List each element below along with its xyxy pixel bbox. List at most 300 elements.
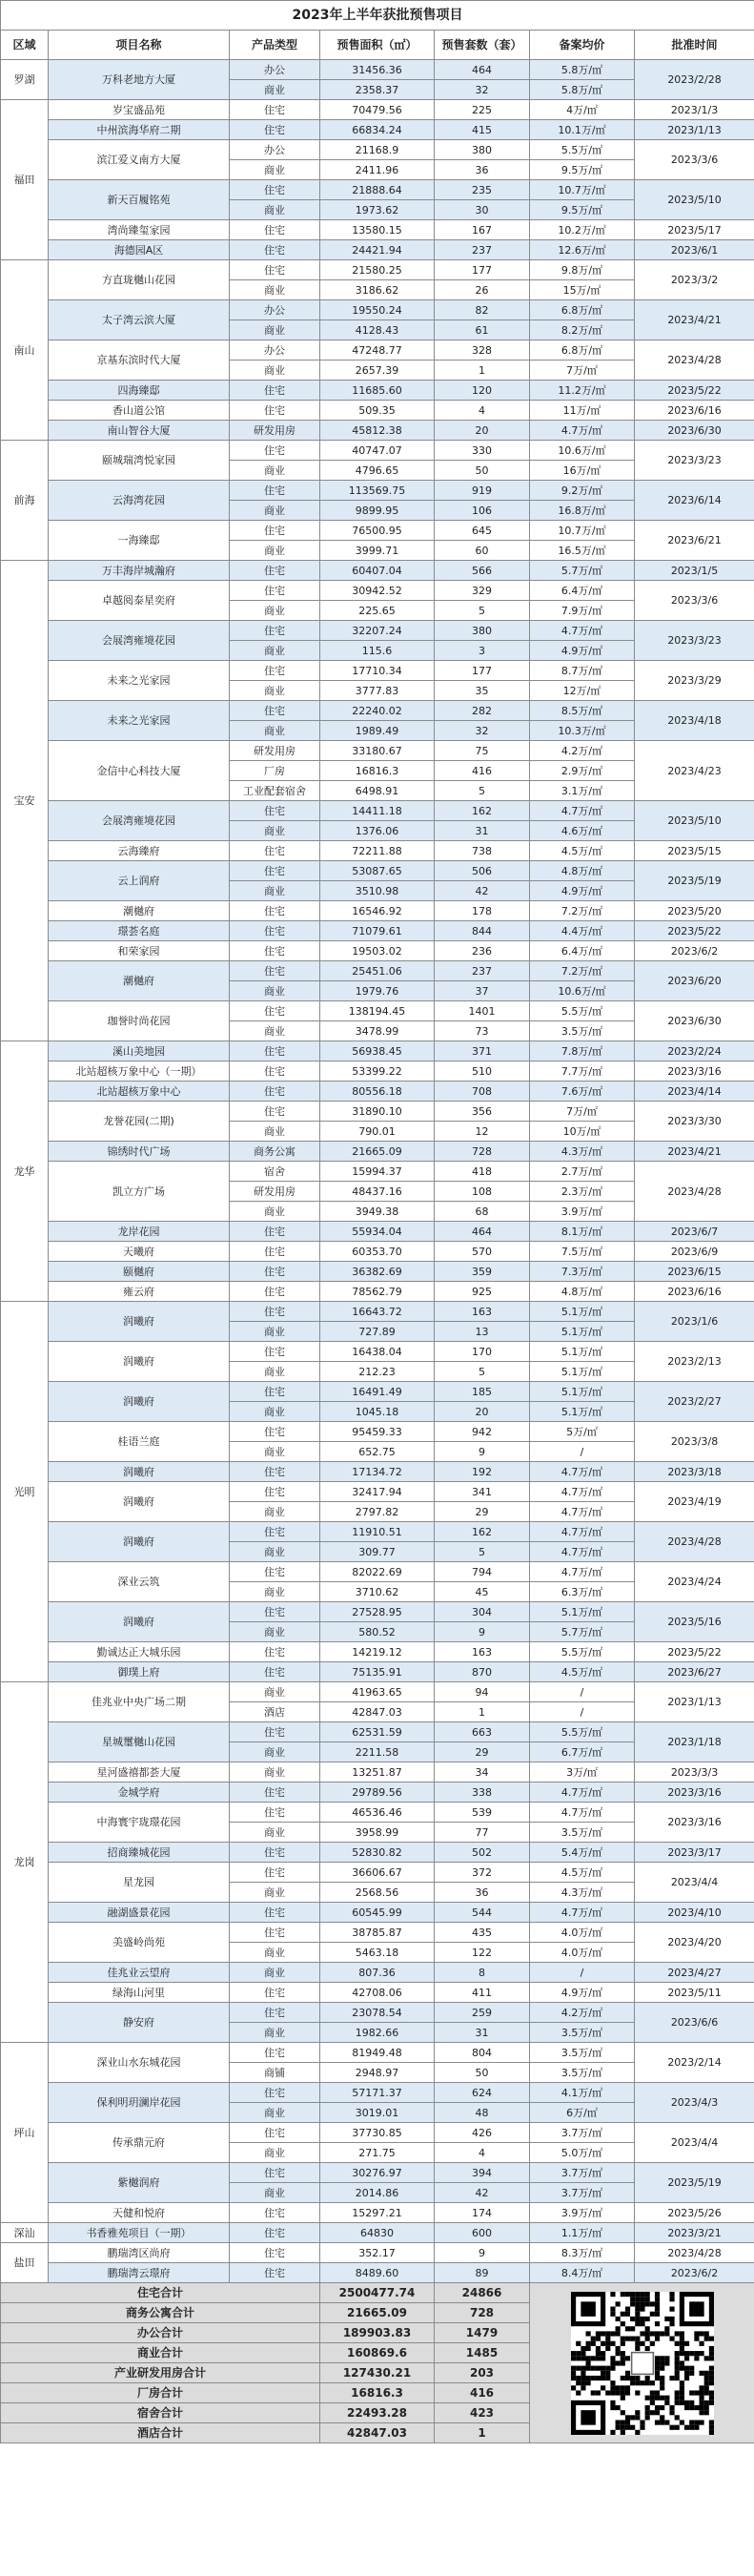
product-type: 商业 xyxy=(230,2183,320,2203)
table-row xyxy=(1,521,754,541)
table-row xyxy=(1,1242,754,1262)
presale-area: 27528.95 xyxy=(320,1602,435,1622)
presale-units: 170 xyxy=(435,1342,530,1362)
table-row xyxy=(1,381,754,401)
presale-area: 32417.94 xyxy=(320,1482,435,1502)
presale-units: 32 xyxy=(435,80,530,100)
product-type: 住宅 xyxy=(230,1903,320,1923)
presale-area: 3949.38 xyxy=(320,1202,435,1222)
approval-date: 2023/4/14 xyxy=(635,1082,754,1102)
avg-price: 4.3万/㎡ xyxy=(530,1883,635,1903)
project-name: 北站超核万象中心（一期） xyxy=(49,1061,230,1082)
presale-area: 2657.39 xyxy=(320,361,435,381)
table-row xyxy=(1,1282,754,1302)
avg-price: 7.8万/㎡ xyxy=(530,1041,635,1061)
presale-units: 177 xyxy=(435,260,530,280)
avg-price: 4万/㎡ xyxy=(530,100,635,120)
avg-price: 5.8万/㎡ xyxy=(530,80,635,100)
product-type: 商业 xyxy=(230,1963,320,1983)
avg-price: 10.7万/㎡ xyxy=(530,180,635,200)
presale-area: 60407.04 xyxy=(320,561,435,581)
avg-price: 7.6万/㎡ xyxy=(530,1082,635,1102)
presale-area: 807.36 xyxy=(320,1963,435,1983)
avg-price: 10万/㎡ xyxy=(530,1122,635,1142)
presale-units: 510 xyxy=(435,1061,530,1082)
presale-units: 416 xyxy=(435,761,530,781)
approval-date: 2023/2/28 xyxy=(635,60,754,100)
presale-units: 122 xyxy=(435,1943,530,1963)
presale-units: 341 xyxy=(435,1482,530,1502)
product-type: 商业 xyxy=(230,881,320,901)
table-row xyxy=(1,220,754,240)
table-row xyxy=(1,701,754,721)
approval-date: 2023/4/3 xyxy=(635,2083,754,2123)
product-type: 商业 xyxy=(230,320,320,340)
presale-area: 47248.77 xyxy=(320,340,435,361)
presale-units: 919 xyxy=(435,481,530,501)
presale-units: 9 xyxy=(435,1442,530,1462)
approval-date: 2023/4/28 xyxy=(635,340,754,381)
presale-area: 17134.72 xyxy=(320,1462,435,1482)
table-row xyxy=(1,1562,754,1582)
project-name: 珈誉时尚花园 xyxy=(49,1001,230,1041)
product-type: 商业 xyxy=(230,160,320,180)
presale-area: 55934.04 xyxy=(320,1222,435,1242)
product-type: 商业 xyxy=(230,1322,320,1342)
avg-price: 4.6万/㎡ xyxy=(530,821,635,841)
total-label: 商务公寓合计 xyxy=(1,2303,320,2323)
approval-date: 2023/6/20 xyxy=(635,961,754,1001)
presale-area: 3478.99 xyxy=(320,1021,435,1041)
table-row xyxy=(1,1662,754,1682)
presale-units: 282 xyxy=(435,701,530,721)
avg-price: 4.9万/㎡ xyxy=(530,1983,635,2003)
approval-date: 2023/5/17 xyxy=(635,220,754,240)
project-name: 卓越阅泰星奕府 xyxy=(49,581,230,621)
avg-price: 6万/㎡ xyxy=(530,2103,635,2123)
product-type: 酒店 xyxy=(230,1702,320,1722)
presale-units: 235 xyxy=(435,180,530,200)
presale-area: 1045.18 xyxy=(320,1402,435,1422)
table-row xyxy=(1,441,754,461)
approval-date: 2023/4/21 xyxy=(635,1142,754,1162)
presale-area: 81949.48 xyxy=(320,2043,435,2063)
presale-area: 3710.62 xyxy=(320,1582,435,1602)
product-type: 住宅 xyxy=(230,1642,320,1662)
product-type: 住宅 xyxy=(230,1923,320,1943)
product-type: 住宅 xyxy=(230,1001,320,1021)
presale-area: 53399.22 xyxy=(320,1061,435,1082)
table-row xyxy=(1,2163,754,2183)
presale-area: 25451.06 xyxy=(320,961,435,981)
avg-price: 3.7万/㎡ xyxy=(530,2163,635,2183)
approval-date: 2023/3/2 xyxy=(635,260,754,300)
presale-units: 708 xyxy=(435,1082,530,1102)
approval-date: 2023/3/8 xyxy=(635,1422,754,1462)
table-row xyxy=(1,741,754,761)
avg-price: 4.2万/㎡ xyxy=(530,2003,635,2023)
avg-price: 10.1万/㎡ xyxy=(530,120,635,140)
product-type: 住宅 xyxy=(230,1843,320,1863)
presale-units: 435 xyxy=(435,1923,530,1943)
product-type: 住宅 xyxy=(230,561,320,581)
avg-price: 4.7万/㎡ xyxy=(530,1562,635,1582)
product-type: 住宅 xyxy=(230,100,320,120)
project-name: 润曦府 xyxy=(49,1602,230,1642)
presale-area: 16816.3 xyxy=(320,761,435,781)
presale-area: 36606.67 xyxy=(320,1863,435,1883)
presale-area: 3019.01 xyxy=(320,2103,435,2123)
avg-price: 4.5万/㎡ xyxy=(530,1662,635,1682)
product-type: 商业 xyxy=(230,1122,320,1142)
presale-units: 236 xyxy=(435,941,530,961)
presale-area: 1979.76 xyxy=(320,981,435,1001)
presale-units: 663 xyxy=(435,1722,530,1742)
approval-date: 2023/3/23 xyxy=(635,441,754,481)
presale-area: 2797.82 xyxy=(320,1502,435,1522)
approval-date: 2023/5/22 xyxy=(635,381,754,401)
presale-units: 328 xyxy=(435,340,530,361)
presale-units: 329 xyxy=(435,581,530,601)
presale-area: 48437.16 xyxy=(320,1182,435,1202)
presale-units: 30 xyxy=(435,200,530,220)
table-row xyxy=(1,1722,754,1742)
table-row xyxy=(1,1983,754,2003)
table-row xyxy=(1,2203,754,2223)
avg-price: 6.4万/㎡ xyxy=(530,581,635,601)
product-type: 住宅 xyxy=(230,2003,320,2023)
approval-date: 2023/2/24 xyxy=(635,1041,754,1061)
product-type: 住宅 xyxy=(230,2263,320,2283)
avg-price: 5.4万/㎡ xyxy=(530,1843,635,1863)
avg-price: 4.9万/㎡ xyxy=(530,881,635,901)
product-type: 厂房 xyxy=(230,761,320,781)
approval-date: 2023/5/20 xyxy=(635,901,754,921)
avg-price: 10.3万/㎡ xyxy=(530,721,635,741)
total-area: 2500477.74 xyxy=(320,2283,435,2303)
product-type: 商业 xyxy=(230,1502,320,1522)
approval-date: 2023/3/16 xyxy=(635,1803,754,1843)
presale-units: 36 xyxy=(435,160,530,180)
district-cell: 龙岗 xyxy=(1,1682,49,2043)
product-type: 住宅 xyxy=(230,841,320,861)
avg-price: 4.8万/㎡ xyxy=(530,861,635,881)
project-name: 方直珑樾山花园 xyxy=(49,260,230,300)
project-name: 天曦府 xyxy=(49,1242,230,1262)
presale-units: 794 xyxy=(435,1562,530,1582)
presale-units: 20 xyxy=(435,1402,530,1422)
presale-area: 4796.65 xyxy=(320,461,435,481)
avg-price: 4.9万/㎡ xyxy=(530,641,635,661)
avg-price: 5万/㎡ xyxy=(530,1422,635,1442)
presale-units: 1 xyxy=(435,1702,530,1722)
presale-units: 192 xyxy=(435,1462,530,1482)
presale-units: 502 xyxy=(435,1843,530,1863)
presale-units: 624 xyxy=(435,2083,530,2103)
total-label: 厂房合计 xyxy=(1,2383,320,2403)
total-label: 住宅合计 xyxy=(1,2283,320,2303)
avg-price: 3.9万/㎡ xyxy=(530,2203,635,2223)
approval-date: 2023/3/18 xyxy=(635,1462,754,1482)
project-name: 深业云筑 xyxy=(49,1562,230,1602)
product-type: 商业 xyxy=(230,1823,320,1843)
approval-date: 2023/4/21 xyxy=(635,300,754,340)
product-type: 商业 xyxy=(230,1682,320,1702)
total-units: 416 xyxy=(435,2383,530,2403)
avg-price: 8.3万/㎡ xyxy=(530,2243,635,2263)
avg-price: 4.7万/㎡ xyxy=(530,1462,635,1482)
product-type: 商业 xyxy=(230,1362,320,1382)
product-type: 住宅 xyxy=(230,1983,320,2003)
product-type: 住宅 xyxy=(230,2243,320,2263)
project-name: 南山智谷大厦 xyxy=(49,421,230,441)
presale-area: 76500.95 xyxy=(320,521,435,541)
table-row xyxy=(1,1923,754,1943)
presale-area: 8489.60 xyxy=(320,2263,435,2283)
approval-date: 2023/2/13 xyxy=(635,1342,754,1382)
avg-price: 7.3万/㎡ xyxy=(530,1262,635,1282)
project-name: 润曦府 xyxy=(49,1382,230,1422)
product-type: 商业 xyxy=(230,1202,320,1222)
presale-area: 37730.85 xyxy=(320,2123,435,2143)
table-row xyxy=(1,801,754,821)
presale-units: 68 xyxy=(435,1202,530,1222)
presale-area: 21580.25 xyxy=(320,260,435,280)
approval-date: 2023/4/20 xyxy=(635,1923,754,1963)
total-label: 宿舍合计 xyxy=(1,2403,320,2423)
presale-area: 2411.96 xyxy=(320,160,435,180)
project-name: 云海臻府 xyxy=(49,841,230,861)
table-row xyxy=(1,901,754,921)
presale-units: 31 xyxy=(435,2023,530,2043)
table-row xyxy=(1,1783,754,1803)
presale-units: 464 xyxy=(435,1222,530,1242)
qr-code-cell xyxy=(530,2283,754,2443)
avg-price: 5.5万/㎡ xyxy=(530,1722,635,1742)
project-name: 未来之光家园 xyxy=(49,701,230,741)
product-type: 住宅 xyxy=(230,621,320,641)
product-type: 住宅 xyxy=(230,1242,320,1262)
presale-units: 9 xyxy=(435,1622,530,1642)
avg-price: 3.9万/㎡ xyxy=(530,1202,635,1222)
table-row xyxy=(1,1903,754,1923)
presale-area: 57171.37 xyxy=(320,2083,435,2103)
presale-units: 738 xyxy=(435,841,530,861)
project-name: 润曦府 xyxy=(49,1482,230,1522)
avg-price: 4.1万/㎡ xyxy=(530,2083,635,2103)
product-type: 商业 xyxy=(230,1762,320,1783)
presale-units: 75 xyxy=(435,741,530,761)
table-row xyxy=(1,340,754,361)
total-area: 21665.09 xyxy=(320,2303,435,2323)
total-area: 189903.83 xyxy=(320,2323,435,2343)
district-cell: 深汕 xyxy=(1,2223,49,2243)
project-name: 桂语兰庭 xyxy=(49,1422,230,1462)
product-type: 住宅 xyxy=(230,1342,320,1362)
presale-units: 1 xyxy=(435,361,530,381)
avg-price: 3.5万/㎡ xyxy=(530,2043,635,2063)
avg-price: 4.5万/㎡ xyxy=(530,841,635,861)
product-type: 住宅 xyxy=(230,441,320,461)
presale-units: 185 xyxy=(435,1382,530,1402)
avg-price: 5.8万/㎡ xyxy=(530,60,635,80)
presale-units: 42 xyxy=(435,2183,530,2203)
table-row xyxy=(1,1803,754,1823)
project-name: 静安府 xyxy=(49,2003,230,2043)
avg-price: / xyxy=(530,1682,635,1702)
total-area: 127430.21 xyxy=(320,2363,435,2383)
approval-date: 2023/5/10 xyxy=(635,801,754,841)
project-name: 一海臻邸 xyxy=(49,521,230,561)
avg-price: 5.5万/㎡ xyxy=(530,1001,635,1021)
approval-date: 2023/3/6 xyxy=(635,140,754,180)
avg-price: 3.5万/㎡ xyxy=(530,1021,635,1041)
avg-price: 10.2万/㎡ xyxy=(530,220,635,240)
project-name: 中海寰宇珑璟花园 xyxy=(49,1803,230,1843)
column-header: 备案均价 xyxy=(530,31,635,60)
presale-units: 1401 xyxy=(435,1001,530,1021)
presale-area: 3999.71 xyxy=(320,541,435,561)
product-type: 商业 xyxy=(230,1742,320,1762)
avg-price: 4.7万/㎡ xyxy=(530,1542,635,1562)
product-type: 宿舍 xyxy=(230,1162,320,1182)
product-type: 住宅 xyxy=(230,1562,320,1582)
presale-units: 5 xyxy=(435,1362,530,1382)
presale-area: 16546.92 xyxy=(320,901,435,921)
presale-area: 113569.75 xyxy=(320,481,435,501)
total-units: 1485 xyxy=(435,2343,530,2363)
avg-price: 9.5万/㎡ xyxy=(530,160,635,180)
presale-area: 13580.15 xyxy=(320,220,435,240)
product-type: 商业 xyxy=(230,2143,320,2163)
approval-date: 2023/3/23 xyxy=(635,621,754,661)
table-row xyxy=(1,60,754,80)
district-cell: 坪山 xyxy=(1,2043,49,2223)
table-row xyxy=(1,921,754,941)
presale-area: 21888.64 xyxy=(320,180,435,200)
product-type: 住宅 xyxy=(230,1061,320,1082)
approval-date: 2023/3/29 xyxy=(635,661,754,701)
presale-area: 652.75 xyxy=(320,1442,435,1462)
avg-price: 3万/㎡ xyxy=(530,1762,635,1783)
avg-price: 5.1万/㎡ xyxy=(530,1322,635,1342)
table-row xyxy=(1,1001,754,1021)
table-row xyxy=(1,1382,754,1402)
avg-price: 5.1万/㎡ xyxy=(530,1302,635,1322)
product-type: 住宅 xyxy=(230,180,320,200)
project-name: 绿海山河里 xyxy=(49,1983,230,2003)
product-type: 商业 xyxy=(230,80,320,100)
presale-area: 19550.24 xyxy=(320,300,435,320)
approval-date: 2023/3/16 xyxy=(635,1783,754,1803)
avg-price: 5.1万/㎡ xyxy=(530,1342,635,1362)
avg-price: 5.1万/㎡ xyxy=(530,1402,635,1422)
total-units: 203 xyxy=(435,2363,530,2383)
approval-date: 2023/6/21 xyxy=(635,521,754,561)
product-type: 住宅 xyxy=(230,2083,320,2103)
total-area: 160869.6 xyxy=(320,2343,435,2363)
total-label: 办公合计 xyxy=(1,2323,320,2343)
presale-units: 108 xyxy=(435,1182,530,1202)
project-name: 佳兆业云望府 xyxy=(49,1963,230,1983)
table-row xyxy=(1,2243,754,2263)
avg-price: 5.7万/㎡ xyxy=(530,561,635,581)
presale-area: 3958.99 xyxy=(320,1823,435,1843)
table-row xyxy=(1,481,754,501)
product-type: 住宅 xyxy=(230,1722,320,1742)
presale-area: 42708.06 xyxy=(320,1983,435,2003)
approval-date: 2023/6/30 xyxy=(635,1001,754,1041)
project-name: 润曦府 xyxy=(49,1462,230,1482)
presale-area: 11685.60 xyxy=(320,381,435,401)
presale-units: 600 xyxy=(435,2223,530,2243)
approval-date: 2023/4/28 xyxy=(635,2243,754,2263)
avg-price: 10.6万/㎡ xyxy=(530,441,635,461)
table-row xyxy=(1,1222,754,1242)
approval-date: 2023/4/23 xyxy=(635,741,754,801)
presale-units: 804 xyxy=(435,2043,530,2063)
table-row xyxy=(1,1082,754,1102)
approval-date: 2023/1/18 xyxy=(635,1722,754,1762)
table-row xyxy=(1,841,754,861)
product-type: 住宅 xyxy=(230,1602,320,1622)
presale-area: 225.65 xyxy=(320,601,435,621)
presale-area: 15994.37 xyxy=(320,1162,435,1182)
approval-date: 2023/6/27 xyxy=(635,1662,754,1682)
table-row xyxy=(1,2043,754,2063)
presale-units: 20 xyxy=(435,421,530,441)
presale-area: 16643.72 xyxy=(320,1302,435,1322)
product-type: 商业 xyxy=(230,461,320,481)
presale-area: 36382.69 xyxy=(320,1262,435,1282)
product-type: 住宅 xyxy=(230,481,320,501)
presale-area: 790.01 xyxy=(320,1122,435,1142)
product-type: 工业配套宿舍 xyxy=(230,781,320,801)
presale-units: 4 xyxy=(435,2143,530,2163)
product-type: 住宅 xyxy=(230,801,320,821)
presale-units: 371 xyxy=(435,1041,530,1061)
product-type: 住宅 xyxy=(230,1482,320,1502)
presale-units: 942 xyxy=(435,1422,530,1442)
presale-units: 925 xyxy=(435,1282,530,1302)
presale-units: 89 xyxy=(435,2263,530,2283)
project-name: 龙岸花园 xyxy=(49,1222,230,1242)
approval-date: 2023/5/10 xyxy=(635,180,754,220)
product-type: 办公 xyxy=(230,140,320,160)
product-type: 住宅 xyxy=(230,661,320,681)
presale-units: 177 xyxy=(435,661,530,681)
product-type: 商业 xyxy=(230,1582,320,1602)
avg-price: 8.5万/㎡ xyxy=(530,701,635,721)
presale-area: 75135.91 xyxy=(320,1662,435,1682)
table-row xyxy=(1,1863,754,1883)
presale-area: 60353.70 xyxy=(320,1242,435,1262)
presale-area: 56938.45 xyxy=(320,1041,435,1061)
presale-area: 3510.98 xyxy=(320,881,435,901)
presale-area: 38785.87 xyxy=(320,1923,435,1943)
avg-price: 12.6万/㎡ xyxy=(530,240,635,260)
district-cell: 罗湖 xyxy=(1,60,49,100)
avg-price: 5.0万/㎡ xyxy=(530,2143,635,2163)
project-name: 中州滨海华府二期 xyxy=(49,120,230,140)
product-type: 住宅 xyxy=(230,381,320,401)
presale-area: 29789.56 xyxy=(320,1783,435,1803)
product-type: 商业 xyxy=(230,981,320,1001)
total-label: 酒店合计 xyxy=(1,2423,320,2443)
product-type: 住宅 xyxy=(230,921,320,941)
presale-units: 544 xyxy=(435,1903,530,1923)
product-type: 商业 xyxy=(230,541,320,561)
